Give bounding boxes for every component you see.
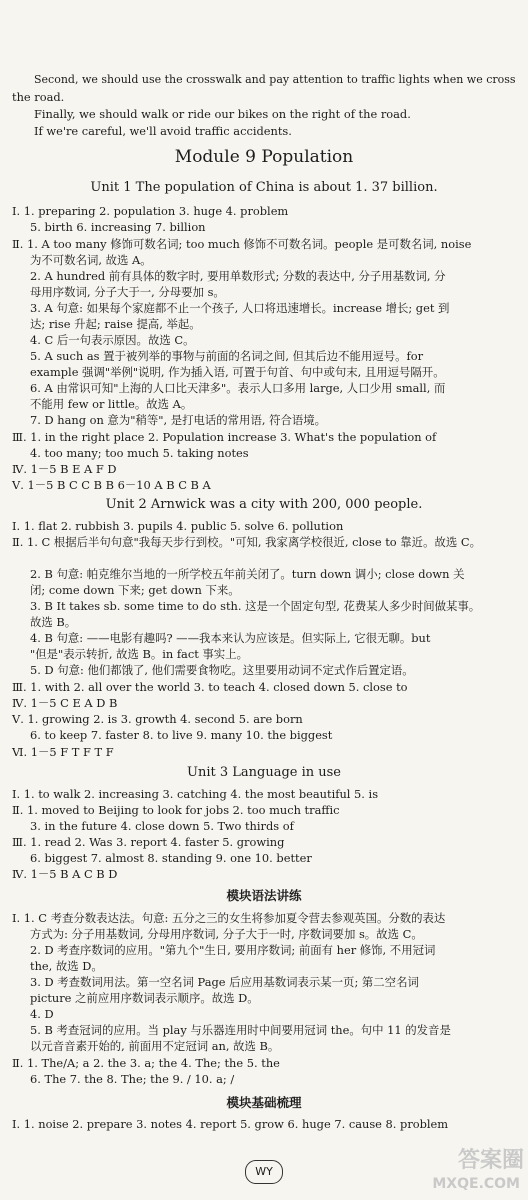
unit3-line: 6. biggest 7. almost 8. standing 9. one 10. better xyxy=(30,851,312,865)
unit1-line: example 强调"举例"说明, 作为插入语, 可置于句首、句中或句末, 且用逗号隔开。 xyxy=(30,365,445,379)
unit1-line: 6. A 由常识可知"上海的人口比天津多"。表示人口多用 large, 人口少用 small, 而 xyxy=(30,381,446,395)
unit2-line: 5. D 句意: 他们都饿了, 他们需要食物吃。这里要用动词不定式作后置定语。 xyxy=(30,663,414,677)
unit1-line: 4. C 后一句表示原因。故选 C。 xyxy=(30,333,195,347)
unit1-line: 母用序数词, 分子大于一, 分母要加 s。 xyxy=(30,285,225,299)
grammar-title: 模块语法讲练 xyxy=(226,888,302,903)
unit2-line: Ⅵ. 1－5 F T F T F xyxy=(12,745,114,759)
watermark-logo: 答案圈 xyxy=(457,1148,524,1173)
grammar-line: the, 故选 D。 xyxy=(30,959,103,973)
grammar-line: 以元音音素开始的, 前面用不定冠词 an, 故选 B。 xyxy=(30,1039,280,1053)
unit1-line: Ⅴ. 1－5 B C C B B 6－10 A B C B A xyxy=(12,478,211,492)
grammar-line: 3. D 考查数词用法。第一空名词 Page 后应用基数词表示某一页; 第二空名词 xyxy=(30,975,419,989)
intro-line-4: If we're careful, we'll avoid traffic accidents. xyxy=(34,124,292,138)
unit1-line: Ⅳ. 1－5 B E A F D xyxy=(12,462,117,476)
unit1-line: Ⅲ. 1. in the right place 2. Population increase 3. What's the population of xyxy=(12,430,437,444)
unit1-line: 3. A 句意: 如果每个家庭都不止一个孩子, 人口将迅速增长。increase 增长; get 到 xyxy=(30,301,450,315)
grammar-line: picture 之前应用序数词表示顺序。故选 D。 xyxy=(30,991,259,1005)
grammar-line: 5. B 考查冠词的应用。当 play 与乐器连用时中间要用冠词 the。句中 11 的发音是 xyxy=(30,1023,451,1037)
unit1-line: 2. A hundred 前有具体的数字时, 要用单数形式; 分数的表达中, 分子用基数词, 分 xyxy=(30,269,446,283)
unit3-title: Unit 3 Language in use xyxy=(187,765,341,780)
unit2-line: Ⅴ. 1. growing 2. is 3. growth 4. second 5. are born xyxy=(12,712,303,726)
unit2-line: 6. to keep 7. faster 8. to live 9. many 10. the biggest xyxy=(30,728,333,742)
unit2-line: 2. B 句意: 帕克维尔当地的一所学校五年前关闭了。turn down 调小; close down 关 xyxy=(30,567,465,581)
unit1-line: 达; rise 升起; raise 提高, 举起。 xyxy=(30,317,201,331)
unit3-line: Ⅰ. 1. to walk 2. increasing 3. catching 4. the most beautiful 5. is xyxy=(12,787,379,801)
grammar-line: Ⅰ. 1. C 考查分数表达法。句意: 五分之三的女生将参加夏令营去参观英国。分数的表达 xyxy=(12,911,446,925)
unit1-line: Ⅱ. 1. A too many 修饰可数名词; too much 修饰不可数名词。people 是可数名词, noise xyxy=(12,237,472,251)
watermark-url: MXQE.COM xyxy=(432,1176,520,1192)
unit2-line: Ⅳ. 1－5 C E A D B xyxy=(12,696,118,710)
unit3-line: Ⅲ. 1. read 2. Was 3. report 4. faster 5. growing xyxy=(12,835,285,849)
unit1-line: 5. A such as 置于被列举的事物与前面的名词之间, 但其后边不能用逗号。for xyxy=(30,349,424,363)
grammar-line: 2. D 考查序数词的应用。"第九个"生日, 要用序数词; 前面有 her 修饰, 不用冠词 xyxy=(30,943,436,957)
basics-line: Ⅰ. 1. noise 2. prepare 3. notes 4. report 5. grow 6. huge 7. cause 8. problem xyxy=(12,1117,449,1131)
intro-line-3: Finally, we should walk or ride our bikes on the right of the road. xyxy=(34,107,411,121)
grammar-line: 4. D xyxy=(30,1007,54,1021)
unit2-line: 4. B 句意: ——电影有趣吗? ——我本来认为应该是。但实际上, 它很无聊。but xyxy=(30,631,431,645)
grammar-line: Ⅱ. 1. The/A; a 2. the 3. a; the 4. The; the 5. the xyxy=(12,1056,280,1070)
basics-title: 模块基础梳理 xyxy=(226,1095,302,1110)
unit3-line: Ⅳ. 1－5 B A C B D xyxy=(12,867,118,881)
intro-line-2: the road. xyxy=(12,90,65,104)
grammar-line: 6. The 7. the 8. The; the 9. / 10. a; / xyxy=(30,1072,235,1086)
grammar-line: 方式为: 分子用基数词, 分母用序数词, 分子大于一时, 序数词要加 s。故选 C。 xyxy=(30,927,423,941)
module-title: Module 9 Population xyxy=(174,147,354,167)
unit3-line: Ⅱ. 1. moved to Beijing to look for jobs 2. too much traffic xyxy=(12,803,340,817)
unit1-line: 5. birth 6. increasing 7. billion xyxy=(30,220,206,234)
unit1-line: Ⅰ. 1. preparing 2. population 3. huge 4. problem xyxy=(12,204,289,218)
page-badge: WY xyxy=(245,1160,283,1184)
unit1-line: 不能用 few or little。故选 A。 xyxy=(30,397,193,411)
unit2-line: Ⅲ. 1. with 2. all over the world 3. to teach 4. closed down 5. close to xyxy=(12,680,408,694)
intro-line-1: Second, we should use the crosswalk and pay attention to traffic lights when we cross xyxy=(34,73,516,86)
unit2-line: Ⅰ. 1. flat 2. rubbish 3. pupils 4. public 5. solve 6. pollution xyxy=(12,519,344,533)
unit2-line: 故选 B。 xyxy=(30,615,77,629)
unit2-line: "但是"表示转折, 故选 B。in fact 事实上。 xyxy=(30,647,248,661)
unit2-line: 闭; come down 下来; get down 下来。 xyxy=(30,583,240,597)
unit3-line: 3. in the future 4. close down 5. Two thirds of xyxy=(30,819,294,833)
unit2-line: 3. B It takes sb. some time to do sth. 这是一个固定句型, 花费某人多少时间做某事。 xyxy=(30,599,481,613)
unit1-line: 7. D hang on 意为"稍等", 是打电话的常用语, 符合语境。 xyxy=(30,413,327,427)
unit2-line: Ⅱ. 1. C 根据后半句句意"我每天步行到校。"可知, 我家离学校很近, close to 靠近。故选 C。 xyxy=(12,535,481,549)
unit1-line: 4. too many; too much 5. taking notes xyxy=(30,446,249,460)
unit2-title: Unit 2 Arnwick was a city with 200, 000 people. xyxy=(105,497,423,512)
unit1-title: Unit 1 The population of China is about 1. 37 billion. xyxy=(90,180,438,195)
unit1-line: 为不可数名词, 故选 A。 xyxy=(30,253,152,267)
